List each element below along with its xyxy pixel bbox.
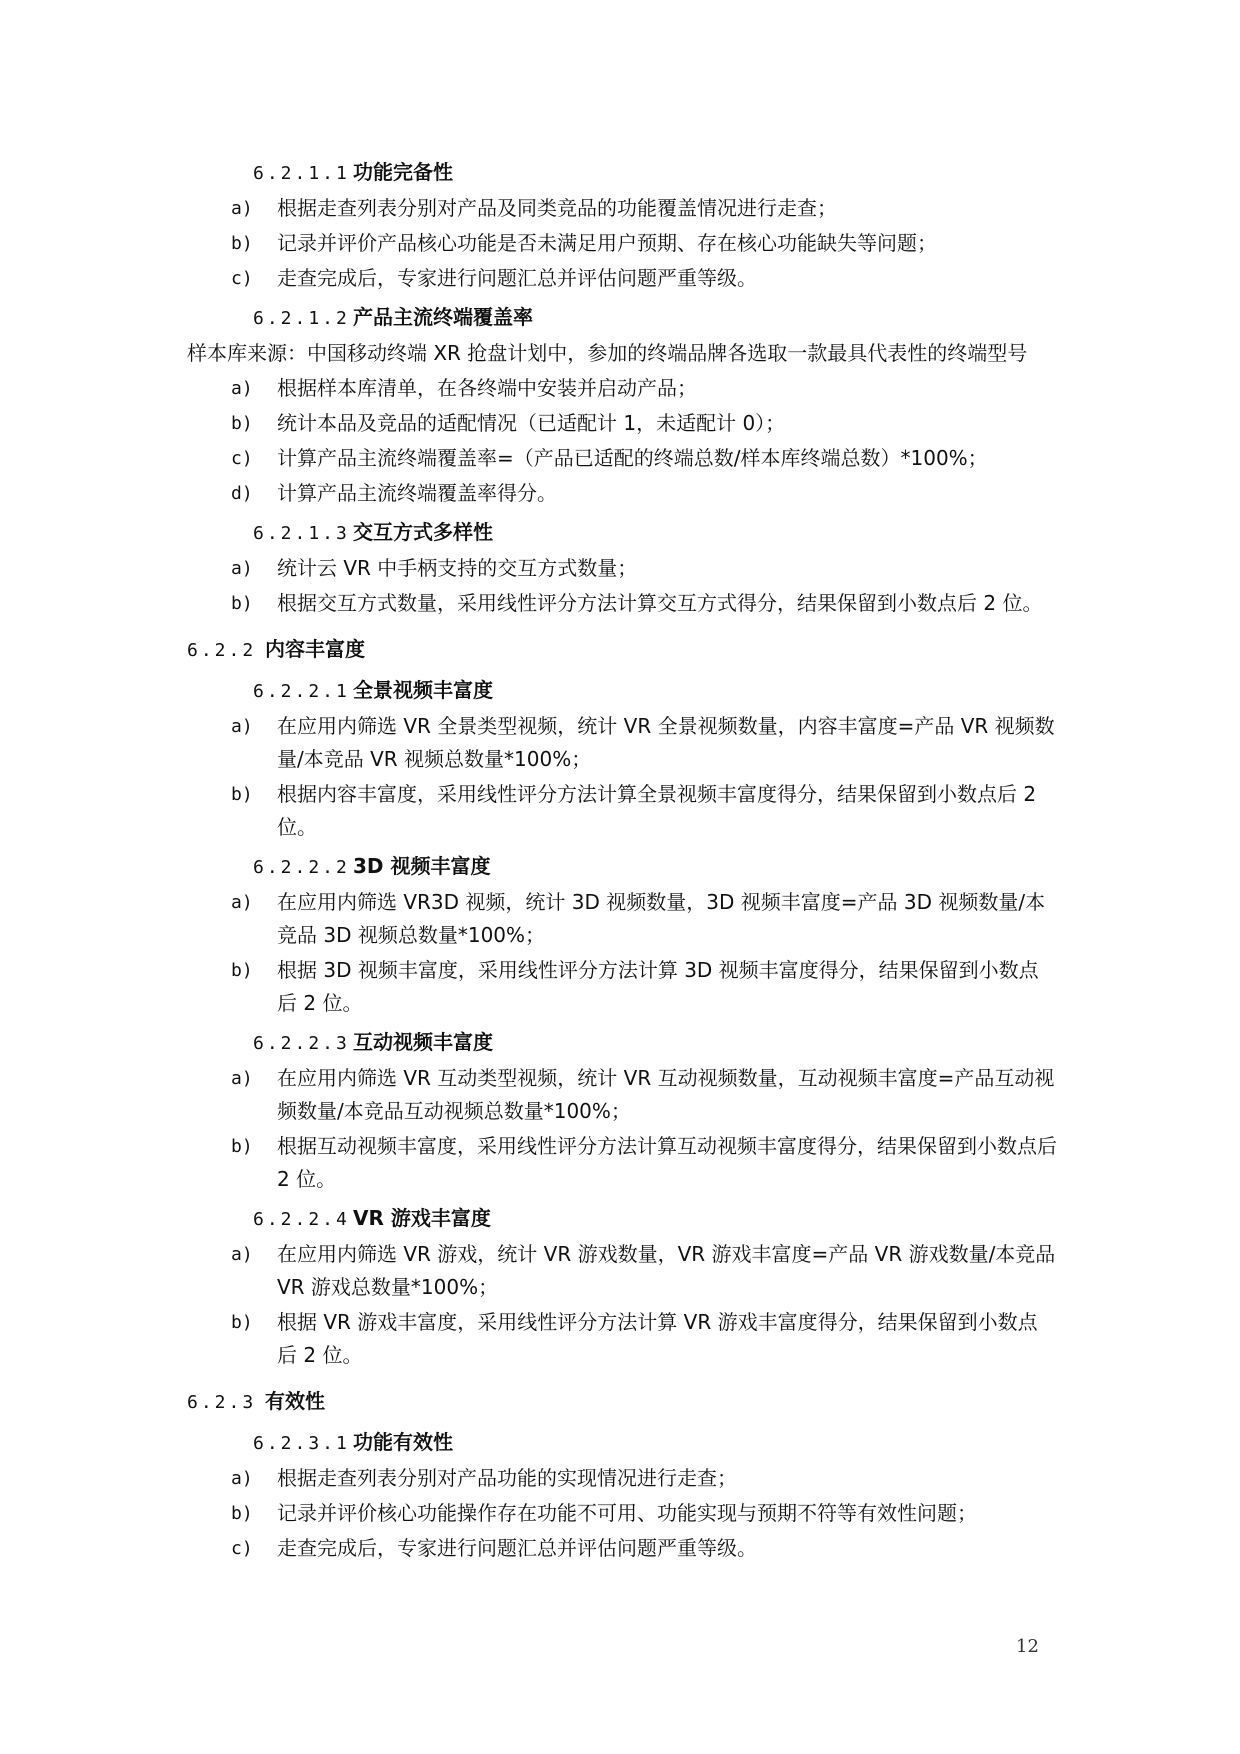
list-item xyxy=(187,886,1057,952)
list-item xyxy=(187,1130,1057,1196)
list-item xyxy=(187,1306,1057,1372)
list-text: 计算产品主流终端覆盖率得分。 xyxy=(277,481,557,505)
list-text: 在应用内筛选 VR 全景类型视频，统计 VR 全景视频数量，内容丰富度=产品 VR 视频数量/本竞品 VR 视频总数量*100%； xyxy=(277,714,1055,771)
list-text: 在应用内筛选 VR 互动类型视频，统计 VR 互动视频数量，互动视频丰富度=产品互动视频数量/本竞品互动视频总数量*100%； xyxy=(277,1066,1055,1123)
section-title: 内容丰富度 xyxy=(265,637,365,661)
list-item xyxy=(187,442,1057,475)
list-item xyxy=(187,778,1057,844)
list-text: 根据内容丰富度，采用线性评分方法计算全景视频丰富度得分，结果保留到小数点后 2 位。 xyxy=(277,782,1037,839)
document-body xyxy=(187,150,1057,1565)
section-heading xyxy=(253,1024,1057,1060)
list-text: 记录并评价产品核心功能是否未满足用户预期、存在核心功能缺失等问题； xyxy=(277,231,937,255)
section-number: 6.2.2.4 xyxy=(253,1209,350,1230)
section-heading xyxy=(253,672,1057,708)
list-marker: c) xyxy=(231,448,253,469)
list-marker: c) xyxy=(231,268,253,289)
list-text: 根据交互方式数量，采用线性评分方法计算交互方式得分，结果保留到小数点后 2 位。 xyxy=(277,591,1043,615)
list-marker: a) xyxy=(231,558,253,579)
section-number: 6.2.3 xyxy=(187,1392,257,1413)
subsection-heading xyxy=(187,630,1057,668)
list-text: 走查完成后，专家进行问题汇总并评估问题严重等级。 xyxy=(277,1536,757,1560)
section-number: 6.2.2 xyxy=(187,640,257,661)
section-heading xyxy=(253,514,1057,550)
list-marker: a) xyxy=(231,892,253,913)
section-heading xyxy=(253,154,1057,190)
list-marker: d) xyxy=(231,483,253,504)
section-number: 6.2.2.3 xyxy=(253,1033,350,1054)
list-marker: a) xyxy=(231,1068,253,1089)
list-marker: b) xyxy=(231,960,253,981)
section-title: 产品主流终端覆盖率 xyxy=(353,305,533,329)
subsection-heading xyxy=(187,1382,1057,1420)
list-marker: b) xyxy=(231,784,253,805)
list-text: 根据互动视频丰富度，采用线性评分方法计算互动视频丰富度得分，结果保留到小数点后 2 位。 xyxy=(277,1134,1057,1191)
section-title: 功能有效性 xyxy=(353,1430,453,1454)
section-number: 6.2.2.1 xyxy=(253,681,350,702)
list-item xyxy=(187,587,1057,620)
section-title: 交互方式多样性 xyxy=(353,520,493,544)
list-item xyxy=(187,954,1057,1020)
list-text: 统计本品及竞品的适配情况（已适配计 1，未适配计 0）； xyxy=(277,411,786,435)
list-item xyxy=(187,262,1057,295)
section-number: 6.2.2.2 xyxy=(253,857,350,878)
list-text: 统计云 VR 中手柄支持的交互方式数量； xyxy=(277,556,638,580)
list-item xyxy=(187,1462,1057,1495)
list-text: 根据走查列表分别对产品功能的实现情况进行走查； xyxy=(277,1466,737,1490)
list-marker: b) xyxy=(231,593,253,614)
list-marker: c) xyxy=(231,1538,253,1559)
list-item xyxy=(187,1497,1057,1530)
list-text: 在应用内筛选 VR 游戏，统计 VR 游戏数量，VR 游戏丰富度=产品 VR 游戏数量/本竞品 VR 游戏总数量*100%； xyxy=(277,1242,1056,1299)
list-item xyxy=(187,227,1057,260)
section-title: 全景视频丰富度 xyxy=(353,678,493,702)
list-marker: b) xyxy=(231,413,253,434)
section-title: 3D 视频丰富度 xyxy=(353,854,491,878)
list-item xyxy=(187,407,1057,440)
list-text: 根据走查列表分别对产品及同类竞品的功能覆盖情况进行走查； xyxy=(277,196,837,220)
list-item xyxy=(187,1532,1057,1565)
section-heading xyxy=(253,848,1057,884)
list-item xyxy=(187,1238,1057,1304)
list-marker: b) xyxy=(231,1312,253,1333)
list-text: 计算产品主流终端覆盖率=（产品已适配的终端总数/样本库终端总数）*100%； xyxy=(277,446,988,470)
list-text: 在应用内筛选 VR3D 视频，统计 3D 视频数量，3D 视频丰富度=产品 3D 视频数量/本竞品 3D 视频总数量*100%； xyxy=(277,890,1046,947)
list-item xyxy=(187,372,1057,405)
list-marker: b) xyxy=(231,233,253,254)
list-marker: a) xyxy=(231,198,253,219)
section-title: 功能完备性 xyxy=(353,160,453,184)
list-marker: a) xyxy=(231,378,253,399)
list-marker: b) xyxy=(231,1503,253,1524)
section-number: 6.2.1.1 xyxy=(253,163,350,184)
list-marker: b) xyxy=(231,1136,253,1157)
section-title: 有效性 xyxy=(265,1389,325,1413)
list-item xyxy=(187,192,1057,225)
page-number: 12 xyxy=(1016,1636,1039,1657)
section-number: 6.2.1.3 xyxy=(253,523,350,544)
section-number: 6.2.1.2 xyxy=(253,308,350,329)
list-text: 走查完成后，专家进行问题汇总并评估问题严重等级。 xyxy=(277,266,757,290)
section-title: 互动视频丰富度 xyxy=(353,1030,493,1054)
list-item xyxy=(187,1062,1057,1128)
section-heading xyxy=(253,299,1057,335)
list-text: 根据 VR 游戏丰富度，采用线性评分方法计算 VR 游戏丰富度得分，结果保留到小数点后 2 位。 xyxy=(277,1310,1038,1367)
list-item xyxy=(187,710,1057,776)
list-item xyxy=(187,477,1057,510)
list-marker: a) xyxy=(231,1468,253,1489)
list-text: 根据样本库清单，在各终端中安装并启动产品； xyxy=(277,376,697,400)
list-marker: a) xyxy=(231,1244,253,1265)
list-text: 根据 3D 视频丰富度，采用线性评分方法计算 3D 视频丰富度得分，结果保留到小数点后 2 位。 xyxy=(277,958,1039,1015)
paragraph: 样本库来源：中国移动终端 XR 抢盘计划中，参加的终端品牌各选取一款最具代表性的终端型号 xyxy=(187,341,1028,365)
section-number: 6.2.3.1 xyxy=(253,1433,350,1454)
section-heading xyxy=(253,1424,1057,1460)
section-heading xyxy=(253,1200,1057,1236)
list-marker: a) xyxy=(231,716,253,737)
list-item xyxy=(187,552,1057,585)
section-title: VR 游戏丰富度 xyxy=(353,1206,491,1230)
list-text: 记录并评价核心功能操作存在功能不可用、功能实现与预期不符等有效性问题； xyxy=(277,1501,977,1525)
